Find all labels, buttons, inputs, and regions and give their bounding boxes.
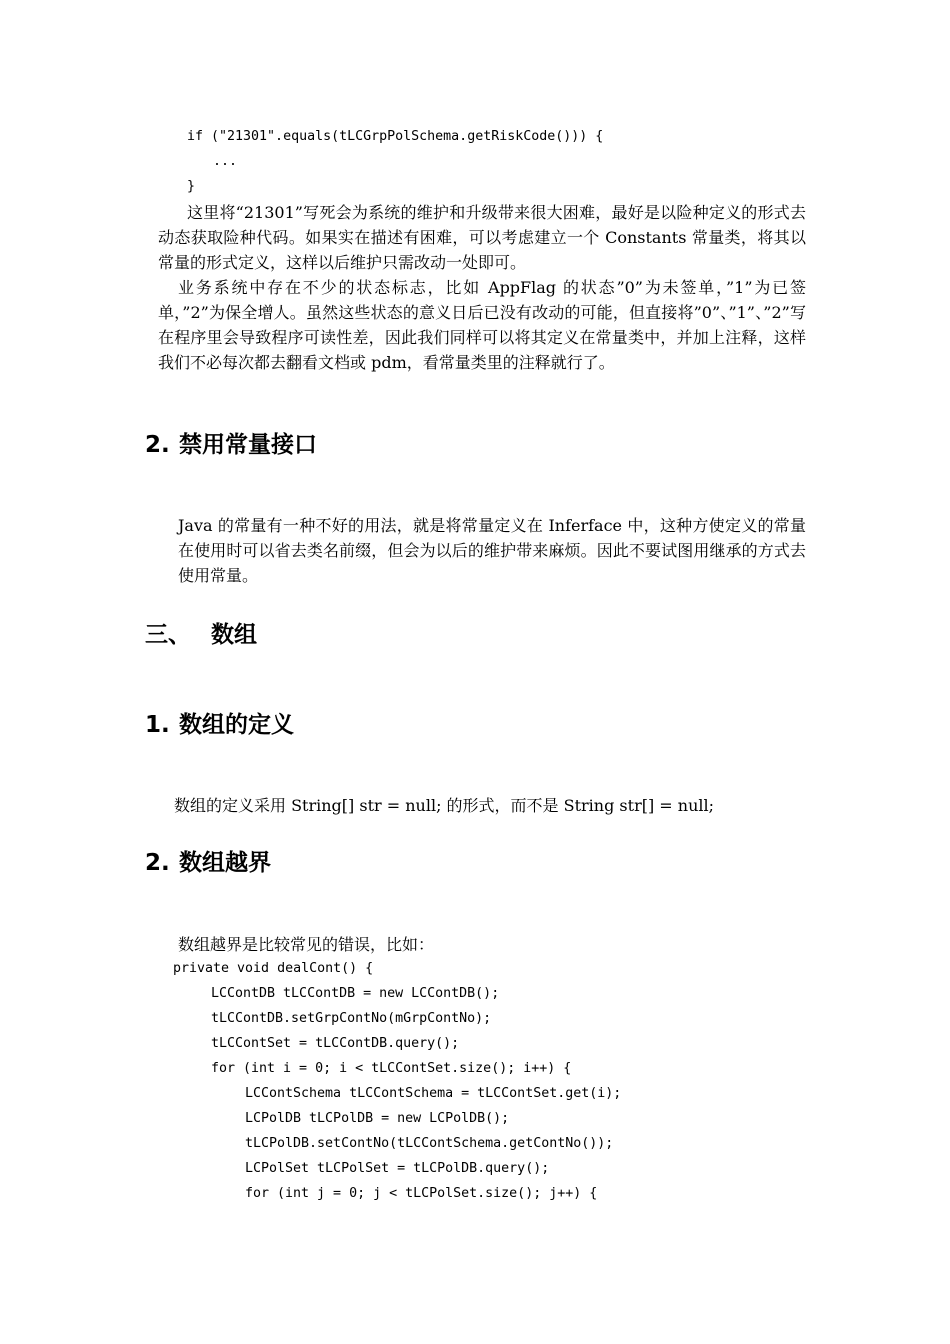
code-line: LCPolDB tLCPolDB = new LCPolDB(); [245, 1111, 510, 1126]
heading-number: 三、 [145, 622, 191, 648]
heading-arrays [145, 620, 257, 650]
heading-number: 1. [145, 712, 170, 738]
code-line: ... [213, 154, 238, 169]
code-line: LCPolSet tLCPolSet = tLCPolDB.query(); [245, 1161, 550, 1176]
paragraph-array-definition: 数组的定义采用 String[] str = null; 的形式，而不是 String str[] = null; [174, 796, 715, 815]
heading-array-definition [145, 710, 294, 740]
code-line: for (int i = 0; i < tLCContSet.size(); i++) { [211, 1061, 572, 1076]
heading-disable-constant-interface [145, 430, 317, 460]
paragraph-hardcoded-values: 这里将“21301”写死会为系统的维护和升级带来很大困难，最好是以险种定义的形式去动态获取险种代码。如果实在描述有困难，可以考虑建立一个 Constants 常量类，将其以常量的形式定义，这样以后维护只需改动一处即可。 [158, 203, 806, 272]
paragraph-constant-interface: Java 的常量有一种不好的用法，就是将常量定义在 Inferface 中，这种方使定义的常量在使用时可以省去类名前缀，但会为以后的维护带来麻烦。因此不要试图用继承的方式去使用常量。 [178, 516, 806, 585]
code-line: } [187, 179, 196, 194]
code-line: tLCContDB.setGrpContNo(mGrpContNo); [211, 1011, 492, 1026]
code-line: tLCPolDB.setContNo(tLCContSchema.getContNo()); [245, 1136, 614, 1151]
heading-number: 2. [145, 850, 170, 876]
heading-title: 禁用常量接口 [179, 432, 317, 458]
code-line: tLCContSet = tLCContDB.query(); [211, 1036, 460, 1051]
code-line: private void dealCont() { [173, 961, 374, 976]
paragraph-array-bounds-intro: 数组越界是比较常见的错误，比如： [178, 935, 435, 954]
heading-title: 数组 [211, 622, 257, 648]
heading-title: 数组的定义 [179, 712, 294, 738]
heading-title: 数组越界 [179, 850, 271, 876]
code-line: for (int j = 0; j < tLCPolSet.size(); j++) { [245, 1186, 598, 1201]
code-line: if ("21301".equals(tLCGrpPolSchema.getRiskCode())) { [187, 129, 604, 144]
paragraph-status-flags: 业务系统中存在不少的状态标志，比如 AppFlag 的状态”0”为未签单，”1”为已签单，”2”为保全增人。虽然这些状态的意义日后已没有改动的可能，但直接将”0”、”1”、”2”写在程序里会导致程序可读性差，因此我们同样可以将其定义在常量类中，并加上注释，这样我们不必每次都去翻看文档或 pdm，看常量类里的注释就行了。 [158, 278, 806, 372]
code-line: LCContSchema tLCContSchema = tLCContSet.get(i); [245, 1086, 622, 1101]
heading-array-out-of-bounds [145, 848, 271, 878]
heading-number: 2. [145, 432, 170, 458]
code-line: LCContDB tLCContDB = new LCContDB(); [211, 986, 500, 1001]
